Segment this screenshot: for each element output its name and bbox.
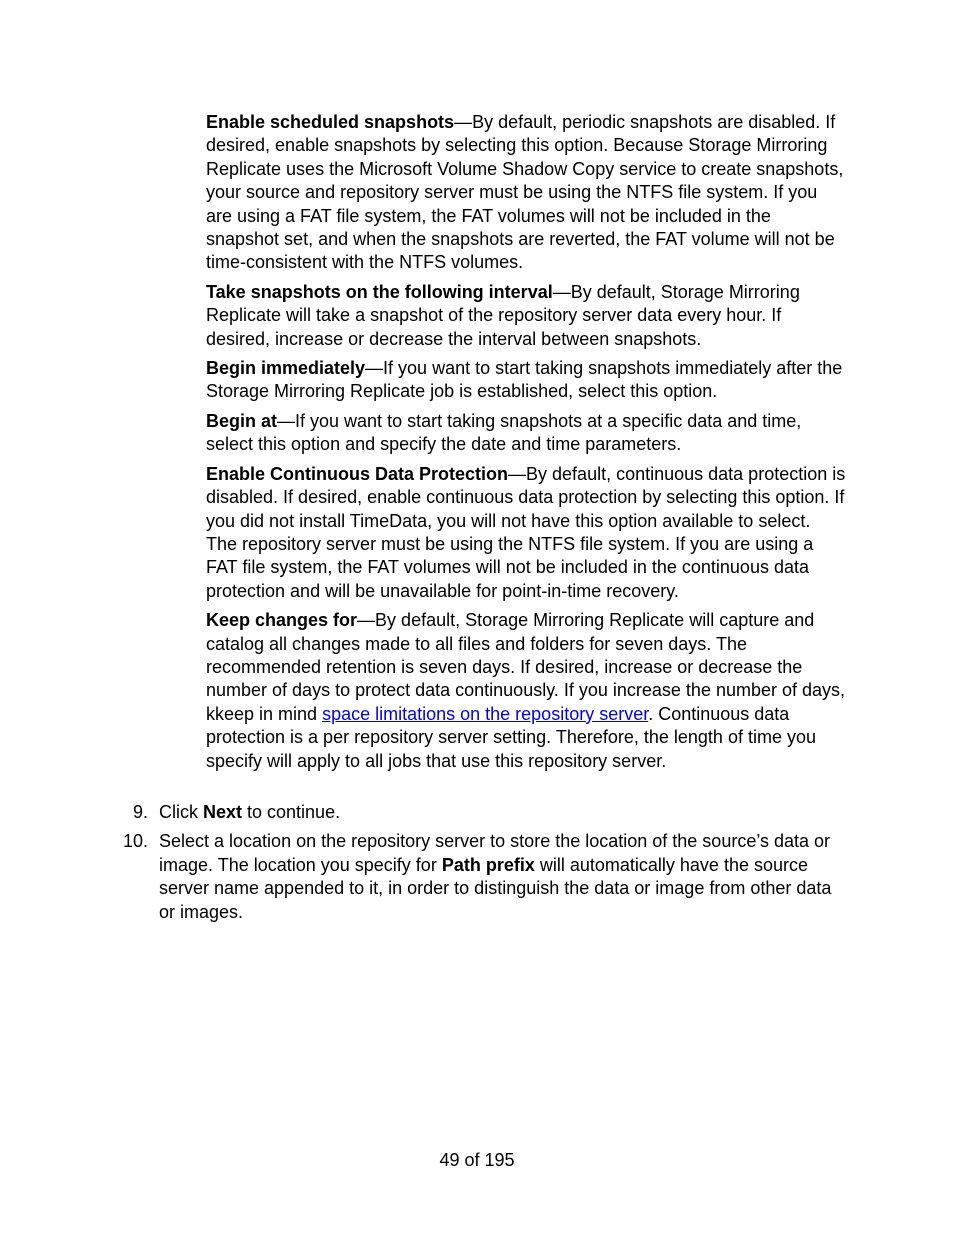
step-emphasis: Next xyxy=(203,802,243,822)
option-term: Keep changes for xyxy=(206,610,358,631)
option-term: Enable Continuous Data Protection xyxy=(206,463,509,484)
option-term: Enable scheduled snapshots xyxy=(206,112,455,132)
step-text-before: Click xyxy=(159,802,203,822)
option-term: Begin immediately xyxy=(206,358,366,379)
option-begin-at xyxy=(206,410,846,457)
option-description: —By default, periodic snapshots are disabled. If desired, enable snapshots by selecting this option. Because Storage Mirroring Replicate uses the Microsoft Volume Shadow Copy service to create snapshots, your source and repository server must be using the NTFS file system. If you are using a FAT file system, the FAT volumes will not be included in the snapshot set, and when the snapshots are reverted, the FAT volume will not be time-consistent with the NTFS volumes. xyxy=(206,112,844,273)
step-text-after: to continue. xyxy=(242,802,341,822)
option-description: —If you want to start taking snapshots immediately after the Storage Mirroring Replicate job is established, select this option. xyxy=(206,358,843,402)
step-list xyxy=(110,801,846,930)
option-enable-cdp xyxy=(206,463,846,603)
step-text xyxy=(159,801,846,824)
option-description: —If you want to start taking snapshots at a specific data and time, select this option and specify the date and time parameters. xyxy=(206,410,802,455)
option-term: Begin at xyxy=(206,410,278,431)
option-descriptions xyxy=(206,111,846,779)
step-text-before: Select a location on the repository server to store the location of the source’s data or image. The location you specify for xyxy=(159,831,831,875)
step-number: 10. xyxy=(122,831,148,852)
option-description-tail: . Continuous data protection is a per repository server setting. Therefore, the length of time you specify will apply to all jobs that use this repository server. xyxy=(206,703,816,771)
option-begin-immediately xyxy=(206,357,846,404)
page-number: 49 of 195 xyxy=(439,1150,515,1170)
option-description: —By default, Storage Mirroring Replicate will take a snapshot of the repository server data every hour. If desired, increase or decrease the interval between snapshots. xyxy=(206,281,800,349)
step-text-after: will automatically have the source server name appended to it, in order to distinguish the data or image from other data or images. xyxy=(159,854,832,922)
space-limitations-link[interactable]: space limitations on the repository server xyxy=(322,703,649,724)
option-snapshot-interval xyxy=(206,281,846,351)
step-10 xyxy=(110,830,846,924)
option-keep-changes-for xyxy=(206,609,846,773)
option-term: Take snapshots on the following interval xyxy=(206,281,553,302)
step-text xyxy=(159,830,846,924)
step-emphasis: Path prefix xyxy=(441,854,535,875)
step-9 xyxy=(110,801,846,824)
step-number: 9. xyxy=(132,802,148,822)
option-enable-scheduled-snapshots xyxy=(206,111,846,275)
option-description: —By default, Storage Mirroring Replicate will capture and catalog all changes made to all files and folders for seven days. The recommended retention is seven days. If desired, increase or decrease the number of days to protect data continuously. If you increase the number of days, kkeep in mind xyxy=(206,610,846,724)
option-description: —By default, continuous data protection is disabled. If desired, enable continuous data protection by selecting this option. If you did not install TimeData, you will not have this option available to select. The repository server must be using the NTFS file system. If you are using a FAT file system, the FAT volumes will not be included in the continuous data protection and will be unavailable for point-in-time recovery. xyxy=(206,463,846,601)
